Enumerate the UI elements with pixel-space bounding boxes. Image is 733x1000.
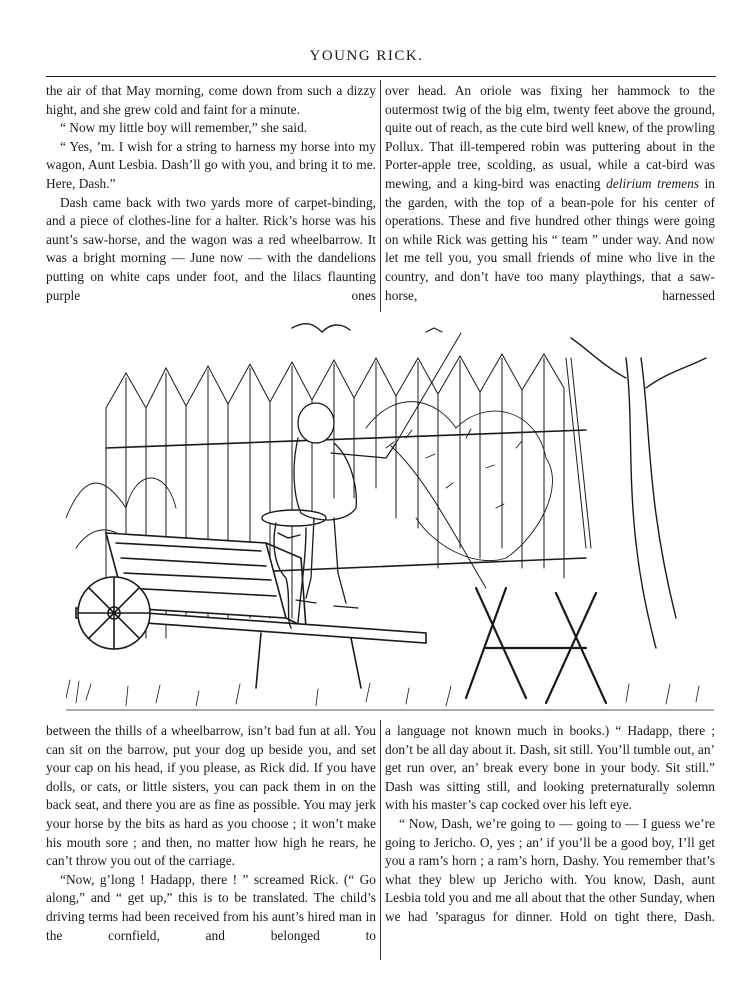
paragraph: “ Yes, ’m. I wish for a string to harness my horse into my wagon, Aunt Lesbia. Dash’ll go with you, and bring it to me. Here, Dash.” (46, 138, 376, 191)
wheelbarrow (76, 533, 426, 688)
header-rule (46, 76, 716, 77)
column-divider-top (380, 80, 381, 312)
paragraph (385, 82, 715, 305)
text-column-top-left (46, 82, 376, 305)
running-header: YOUNG RICK. (309, 48, 424, 64)
text-run: in the garden, with the top of a bean-pole for his center of operations. These and five hundred other things were going on while Rick was getting his “ team ” under way. And now let me tell you, you small friends of mine who live in the country, and don’t have too many playthings, that a saw-horse, harnessed (385, 175, 715, 303)
text-column-bottom-left (46, 722, 376, 945)
tree (566, 338, 706, 648)
illustration-boy-wheelbarrow (66, 318, 714, 713)
grass (66, 680, 714, 710)
paragraph: the air of that May morning, come down from such a dizzy hight, and she grew cold and faint for a minute. (46, 83, 376, 117)
text-column-bottom-right (385, 722, 715, 927)
paragraph: “Now, g’long ! Hadapp, there ! ” screamed Rick. (“ Go along,” and “ get up,” this is to be translated. The child’s driving terms had been received from his aunt’s hired man in the cornfield, and belonged to (46, 871, 376, 943)
bird (426, 328, 442, 332)
bird (292, 324, 350, 332)
paragraph: Dash came back with two yards more of carpet-binding, and a piece of clothes-line for a halter. Rick’s horse was his aunt’s saw-horse, and the wagon was a red wheelbarrow. It was a bright morning — June now — with the dandelions putting on white caps under foot, and the lilacs flaunting purple ones (46, 194, 376, 303)
text-run: over head. An oriole was fixing her hammock to the outermost twig of the big elm, twenty feet above the ground, quite out of reach, as the cute bird well knew, of the prowling Pollux. That ill-tempered robin was puttering about in the Porter-apple tree, scolding, as usual, while a cat-bird was mewing, and a king-bird was enacting (385, 83, 715, 191)
paragraph: “ Now, Dash, we’re going to — going to — I guess we’re going to Jericho. O, yes ; an’ if you’ll be a good boy, I’ll get you a ram’s horn ; a ram’s horn, Dashy. You remember that’s what they blew up Jericho with. You know, Dash, aunt Lesbia told you and me all about that the other Sunday, when we had ’sparagus for dinner. Hold on tight there, Dash. (385, 815, 715, 924)
paragraph: between the thills of a wheelbarrow, isn’t bad fun at all. You can sit on the barrow, put your dog up beside you, and set your cap on his head, if you please, as Rick did. If you have dolls, or cats, or little sisters, you can pack them in on the back seat, and there you are as fine as possible. You may jerk your horse by the bits as hard as you choose ; it won’t make his mouth sore ; and then, no matter how high he rears, he can’t throw you out of the carriage. (46, 723, 376, 869)
column-divider-bottom (380, 720, 381, 960)
text-column-top-right (385, 82, 715, 305)
saw-horse (466, 588, 606, 703)
paragraph: a language not known much in books.) “ Hadapp, there ; don’t be all day about it. Dash, sit still. You’ll tumble out, an’ get run over, an’ break every bone in your body. Sit still.” Dash was sitting still, and looking preternaturally solemn with his master’s cap cocked over his left eye. (385, 723, 715, 813)
boy-rick (294, 403, 396, 608)
paragraph: “ Now my little boy will remember,” she said. (60, 120, 308, 136)
italic-phrase: delirium tremens (606, 175, 700, 191)
